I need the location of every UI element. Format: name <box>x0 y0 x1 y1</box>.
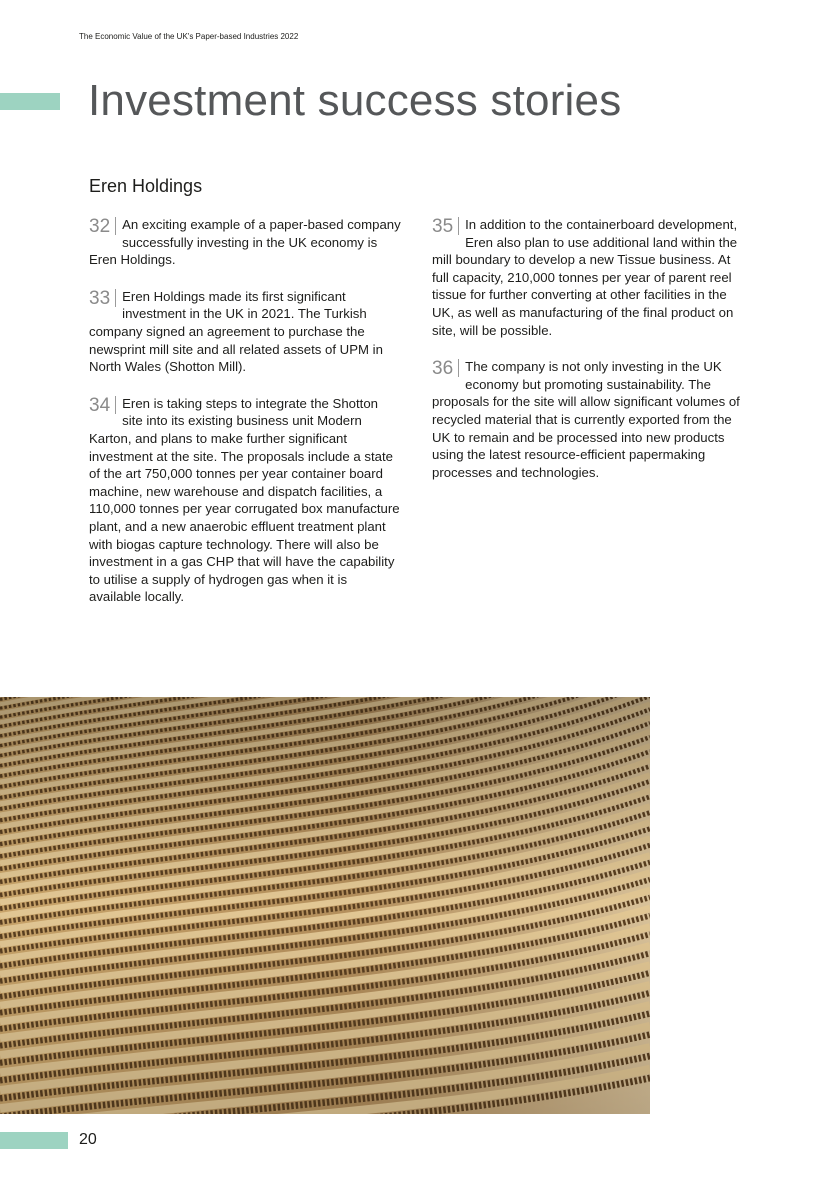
paragraph-number: 32 <box>89 217 116 235</box>
paragraph-number: 34 <box>89 396 116 414</box>
right-column <box>432 216 745 500</box>
paragraph-number: 36 <box>432 359 459 377</box>
paragraph-32 <box>89 216 402 269</box>
footer-accent-bar <box>0 1132 68 1149</box>
left-column <box>89 216 402 625</box>
paragraph-text: The company is not only investing in the UK economy but promoting sustainability. The proposals for the site will allow significant volumes of recycled material that is currently exported from the UK to remain and be processed into new products using the latest resource-efficient papermaking processes and technologies. <box>432 359 740 480</box>
paragraph-36 <box>432 358 745 481</box>
paragraph-33 <box>89 288 402 376</box>
paragraph-text: Eren Holdings made its first significant investment in the UK in 2021. The Turkish company signed an agreement to purchase the newsprint mill site and all related assets of UPM in North Wales (Shotton Mill). <box>89 288 383 375</box>
corrugated-cardboard-photo <box>0 697 650 1114</box>
paragraph-text: An exciting example of a paper-based company successfully investing in the UK economy is Eren Holdings. <box>89 217 401 268</box>
paragraph-34 <box>89 395 402 606</box>
page-title: Investment success stories <box>88 76 622 125</box>
title-accent-bar <box>0 93 60 110</box>
paragraph-35 <box>432 216 745 339</box>
cardboard-illustration <box>0 697 650 1114</box>
paragraph-number: 35 <box>432 217 459 235</box>
photo-shading <box>0 697 650 1114</box>
paragraph-text: In addition to the containerboard development, Eren also plan to use additional land within the mill boundary to develop a new Tissue business. At full capacity, 210,000 tonnes per year of parent reel tissue for further converting at other facilities in the UK, as well as manufacturing of the final product on site, will be possible. <box>432 217 738 338</box>
running-header: The Economic Value of the UK's Paper-based Industries 2022 <box>79 32 299 41</box>
section-heading: Eren Holdings <box>89 176 203 196</box>
paragraph-number: 33 <box>89 289 116 307</box>
paragraph-text: Eren is taking steps to integrate the Shotton site into its existing business unit Modern Karton, and plans to make further significant investment at the site. The proposals include a state of the art 750,000 tonnes per year container board machine, new warehouse and dispatch facilities, a 110,000 tonnes per year corrugated box manufacture plant, and a new anaerobic effluent treatment plant with biogas capture technology. There will also be investment in a gas CHP that will have the capability to utilise a supply of hydrogen gas when it is available locally. <box>89 395 400 605</box>
page-number: 20 <box>79 1131 97 1148</box>
